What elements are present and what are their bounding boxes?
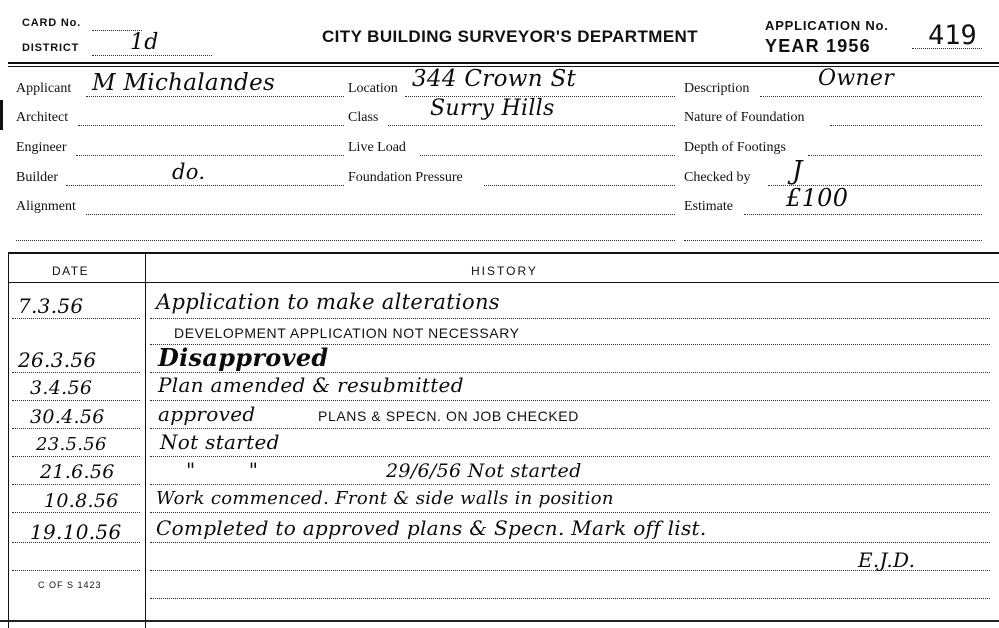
checked-by-label: Checked by xyxy=(684,170,751,185)
year-label: YEAR 1956 xyxy=(765,36,871,56)
scan-bottom-edge xyxy=(0,620,999,622)
date-column-divider xyxy=(145,254,146,628)
dotted-rule xyxy=(12,400,140,401)
history-entry: Work commenced. Front & side walls in position xyxy=(156,488,614,509)
applicant-label: Applicant xyxy=(16,81,72,96)
plans-checked-stamp: PLANS & SPECN. ON JOB CHECKED xyxy=(318,408,579,424)
depth-of-footings-label: Depth of Footings xyxy=(684,140,786,155)
history-date: 3.4.56 xyxy=(30,377,93,399)
description-line xyxy=(760,96,982,97)
class-value: Surry Hills xyxy=(430,96,555,121)
history-entry: " " xyxy=(186,458,259,482)
estimate-label: Estimate xyxy=(684,199,733,214)
date-header: DATE xyxy=(52,264,90,278)
left-border xyxy=(8,254,9,628)
dotted-rule xyxy=(12,318,140,319)
application-no-label: APPLICATION No. xyxy=(765,18,889,33)
foundation-pressure-label: Foundation Pressure xyxy=(348,170,463,185)
dotted-rule xyxy=(150,542,990,543)
location-label: Location xyxy=(348,81,398,96)
dotted-rule xyxy=(12,512,140,513)
blank-line-right xyxy=(684,240,982,241)
nature-line xyxy=(830,125,982,126)
nature-of-foundation-label: Nature of Foundation xyxy=(684,110,805,125)
engineer-line xyxy=(76,155,344,156)
dotted-rule xyxy=(12,484,140,485)
builder-label: Builder xyxy=(16,170,58,185)
development-application-stamp: DEVELOPMENT APPLICATION NOT NECESSARY xyxy=(174,325,520,341)
alignment-label: Alignment xyxy=(16,199,76,214)
dotted-rule xyxy=(150,400,990,401)
depth-line xyxy=(808,155,982,156)
history-date: 10.8.56 xyxy=(44,490,119,512)
dotted-rule xyxy=(12,570,140,571)
dotted-rule xyxy=(150,484,990,485)
builder-line xyxy=(66,185,344,186)
history-date: 7.3.56 xyxy=(18,294,84,318)
history-date: 19.10.56 xyxy=(30,520,122,544)
foundation-pressure-line xyxy=(484,185,675,186)
history-entry: Completed to approved plans & Specn. Mark off list. xyxy=(156,516,707,540)
class-line xyxy=(388,125,675,126)
history-date: 23.5.56 xyxy=(36,434,107,455)
district-value: 1d xyxy=(130,30,159,55)
blank-line-left xyxy=(16,240,675,241)
top-rule xyxy=(8,62,999,64)
history-date: 26.3.56 xyxy=(18,348,97,372)
initials: E.J.D. xyxy=(858,548,916,572)
dotted-rule xyxy=(150,318,990,319)
description-value: Owner xyxy=(818,66,895,91)
history-entry-extra: 29/6/56 Not started xyxy=(386,460,582,482)
dotted-rule xyxy=(12,372,140,373)
header-underline xyxy=(8,282,999,283)
scan-edge-mark xyxy=(0,100,3,130)
alignment-line xyxy=(86,214,675,215)
history-top-rule xyxy=(8,252,999,254)
location-value: 344 Crown St xyxy=(412,66,577,92)
history-entry: Plan amended & resubmitted xyxy=(158,373,464,397)
architect-line xyxy=(78,125,344,126)
history-date: 21.6.56 xyxy=(40,461,115,483)
history-entry: Disapproved xyxy=(158,343,329,372)
history-header: HISTORY xyxy=(471,264,538,278)
history-entry: approved xyxy=(158,402,256,426)
dotted-rule xyxy=(150,598,990,599)
live-load-label: Live Load xyxy=(348,140,406,155)
engineer-label: Engineer xyxy=(16,140,67,155)
applicant-line xyxy=(86,96,344,97)
estimate-line xyxy=(744,214,982,215)
history-date: 30.4.56 xyxy=(30,406,105,428)
architect-label: Architect xyxy=(16,110,69,125)
builder-value: do. xyxy=(172,160,206,184)
live-load-line xyxy=(420,155,675,156)
checked-by-value: J xyxy=(792,156,803,186)
district-line xyxy=(92,55,212,56)
form-code: C OF S 1423 xyxy=(38,580,102,590)
dotted-rule xyxy=(12,456,140,457)
application-number: 419 xyxy=(928,20,977,51)
description-label: Description xyxy=(684,81,750,96)
class-label: Class xyxy=(348,110,379,125)
page-title: CITY BUILDING SURVEYOR'S DEPARTMENT xyxy=(322,27,699,46)
history-entry: Not started xyxy=(160,430,280,454)
dotted-rule xyxy=(150,512,990,513)
applicant-value: M Michalandes xyxy=(92,70,276,96)
dotted-rule xyxy=(150,456,990,457)
estimate-value: £100 xyxy=(786,184,849,212)
dotted-rule xyxy=(150,428,990,429)
history-entry: Application to make alterations xyxy=(156,290,500,314)
dotted-rule xyxy=(12,428,140,429)
card-no-label: CARD No. xyxy=(22,17,81,29)
district-label: DISTRICT xyxy=(22,42,80,54)
